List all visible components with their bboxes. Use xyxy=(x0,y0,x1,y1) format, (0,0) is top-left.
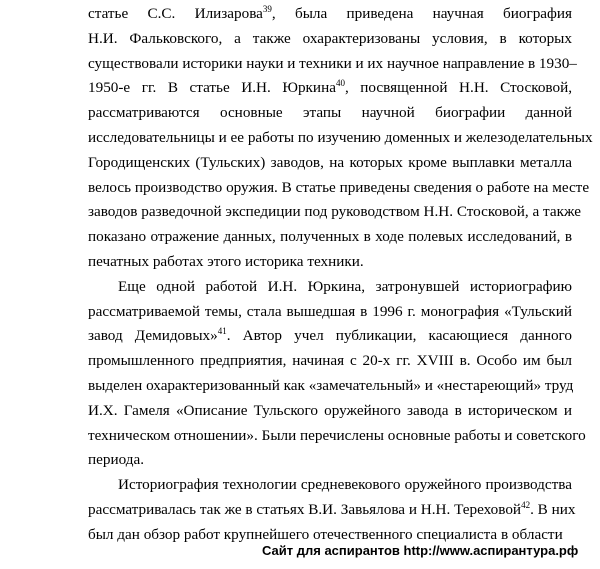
text-segment: рассматривалась так же в статьях В.И. Завьялова и Н.Н. Тереховой xyxy=(88,500,522,518)
footnote-marker: 39 xyxy=(262,4,272,14)
footnote-marker: 42 xyxy=(521,499,531,510)
document-body xyxy=(88,2,593,548)
site-footer-link[interactable]: Сайт для аспирантов http://www.аспирантура.рф xyxy=(262,543,579,558)
text-segment: статье С.С. Илизарова xyxy=(88,5,263,22)
paragraph xyxy=(88,473,576,547)
text-line xyxy=(88,399,572,424)
text-segment: промышленного предприятия, начиная с 20-х гг. XVIII в. Особо им был xyxy=(88,352,572,370)
text-segment: рассматриваемой темы, стала вышедшая в 1996 г. монография «Тульский xyxy=(88,302,572,320)
paragraph xyxy=(88,275,586,473)
text-segment: велось производство оружия. В статье приведены сведения о работе на месте xyxy=(88,178,590,196)
footnote-marker: 41 xyxy=(217,326,227,337)
text-segment: . В них xyxy=(530,500,576,518)
text-segment: Н.И. Фальковского, а также охарактеризованы условия, в которых xyxy=(88,29,572,47)
text-segment: заводов разведочной экспедиции под руководством Н.Н. Стосковой, а также xyxy=(88,203,581,221)
text-segment: периода. xyxy=(88,451,145,469)
text-segment: был дан обзор работ крупнейшего отечественного специалиста в области xyxy=(88,525,563,543)
text-line xyxy=(88,448,572,473)
text-segment: И.Х. Гамеля «Описание Тульского оружейного завода в историческом и xyxy=(88,401,572,419)
text-segment: выделен охарактеризованный как «замечательный» и «нестареющий» труд xyxy=(88,376,574,394)
text-line xyxy=(88,424,586,449)
text-segment: печатных работах этого историка техники. xyxy=(88,252,364,270)
text-segment: завод Демидовых» xyxy=(88,327,218,345)
text-line xyxy=(88,498,576,523)
text-line xyxy=(88,349,572,374)
text-line xyxy=(88,27,572,52)
text-line xyxy=(88,225,572,250)
text-segment: , посвященной Н.Н. Стосковой, xyxy=(344,79,572,97)
text-line xyxy=(88,126,593,151)
text-line xyxy=(88,300,572,325)
text-segment: . Автор учел публикации, касающиеся данного xyxy=(226,327,572,345)
text-segment: Городищенских (Тульских) заводов, на которых кроме выплавки металла xyxy=(88,153,572,171)
paragraph xyxy=(88,2,593,275)
text-line xyxy=(88,275,572,300)
text-segment: исследовательницы и ее работы по изучению доменных и железоделательных xyxy=(88,128,593,146)
text-line xyxy=(88,52,577,77)
text-line xyxy=(88,200,581,225)
text-line xyxy=(88,151,572,176)
text-line xyxy=(88,250,572,275)
text-segment: 1950-е гг. В статье И.Н. Юркина xyxy=(88,79,336,97)
text-segment: существовали историки науки и техники и их научное направление в 1930– xyxy=(88,54,577,72)
footnote-marker: 40 xyxy=(335,78,345,89)
text-segment: показано отражение данных, полученных в ходе полевых исследований, в xyxy=(88,228,572,246)
text-line xyxy=(88,324,572,349)
text-segment: Еще одной работой И.Н. Юркина, затронувшей историографию xyxy=(118,277,572,295)
text-segment: рассматриваются основные этапы научной биографии данной xyxy=(88,104,572,122)
text-segment: техническом отношении». Были перечислены основные работы и советского xyxy=(88,426,586,444)
text-line xyxy=(88,2,572,27)
text-line xyxy=(88,374,572,399)
text-segment: , была приведена научная биография xyxy=(271,5,572,22)
text-line xyxy=(88,76,572,101)
text-line xyxy=(88,101,572,126)
text-line xyxy=(88,473,572,498)
text-segment: Историография технологии средневекового оружейного производства xyxy=(118,476,572,494)
text-line xyxy=(88,176,590,201)
